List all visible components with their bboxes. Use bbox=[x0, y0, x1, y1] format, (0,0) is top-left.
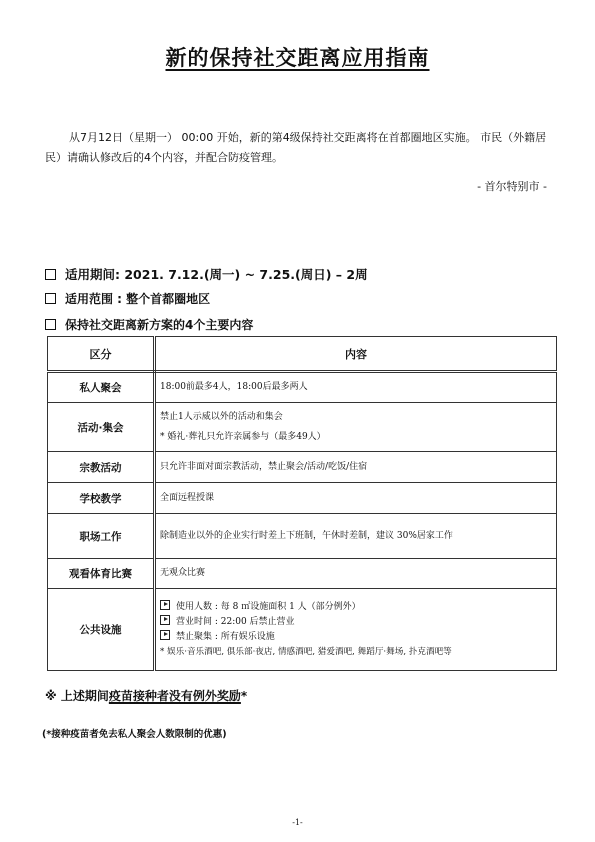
table-row bbox=[48, 514, 557, 559]
row-category: 活动·集会 bbox=[48, 403, 155, 452]
row-content bbox=[155, 452, 557, 483]
row-content bbox=[155, 483, 557, 514]
vaccine-note: ※ 上述期间疫苗接种者没有例外奖励* bbox=[45, 689, 248, 703]
content-line: 无观众比赛 bbox=[160, 568, 206, 578]
row-category: 观看体育比赛 bbox=[48, 559, 155, 589]
content-line: 除制造业以外的企业实行时差上下班制，午休时差制，建议 30%居家工作 bbox=[160, 530, 453, 541]
content-line: 禁止聚集 : 所有娱乐设施 bbox=[160, 630, 552, 645]
content-line: 18:00前最多4人，18:00后最多两人 bbox=[160, 382, 308, 392]
content-line: 禁止1人示威以外的活动和集会 bbox=[160, 411, 283, 422]
play-box-icon bbox=[160, 630, 170, 640]
row-content bbox=[155, 403, 557, 452]
bullet-contents bbox=[45, 316, 253, 333]
content-line: 营业时间 : 22:00 后禁止营业 bbox=[160, 615, 552, 630]
checkbox-square-icon bbox=[45, 269, 56, 280]
signature: - 首尔特别市 - bbox=[477, 180, 547, 193]
page-number: -1- bbox=[292, 818, 303, 827]
header-content: 内容 bbox=[155, 337, 557, 372]
content-line: 全面远程授课 bbox=[160, 492, 215, 503]
content-line: 使用人数 : 每 8 ㎡设施面积 1 人（部分例外） bbox=[160, 600, 552, 615]
period-text: 适用期间: 2021. 7.12.(周一) ~ 7.25.(周日) – 2周 bbox=[65, 267, 368, 282]
content-line: * 娱乐·音乐酒吧, 俱乐部·夜店, 情感酒吧, 猎爱酒吧, 舞蹈厅·舞场, 扑克酒吧等 bbox=[160, 646, 452, 657]
note-underlined: 疫苗接种者没有例外奖励 bbox=[108, 689, 241, 703]
content-line: 只允许非面对面宗教活动，禁止聚会/活动/吃饭/住宿 bbox=[160, 461, 368, 472]
row-category: 私人聚会 bbox=[48, 372, 155, 403]
play-box-icon bbox=[160, 600, 170, 610]
row-category: 学校教学 bbox=[48, 483, 155, 514]
row-content bbox=[155, 514, 557, 559]
bullet-scope bbox=[45, 290, 210, 307]
rules-table bbox=[47, 336, 557, 671]
table-row bbox=[48, 483, 557, 514]
table-row bbox=[48, 589, 557, 671]
table-row bbox=[48, 559, 557, 589]
scope-text: 适用范围 : 整个首都圈地区 bbox=[65, 292, 211, 306]
checkbox-square-icon bbox=[45, 319, 56, 330]
play-box-icon bbox=[160, 615, 170, 625]
row-content bbox=[155, 589, 557, 671]
bullet-period bbox=[45, 265, 368, 283]
table-row bbox=[48, 372, 557, 403]
content-line: * 婚礼·葬礼只允许亲属参与（最多49人） bbox=[160, 431, 326, 442]
intro-paragraph: 从7月12日（星期一） 00:00 开始，新的第4级保持社交距离将在首都圈地区实施。 市民（外籍居民）请确认修改后的4个内容，并配合防疫管理。 bbox=[45, 131, 547, 164]
checkbox-square-icon bbox=[45, 293, 56, 304]
page-title: 新的保持社交距离应用指南 bbox=[165, 46, 430, 70]
table-row bbox=[48, 452, 557, 483]
row-category: 宗教活动 bbox=[48, 452, 155, 483]
row-category: 职场工作 bbox=[48, 514, 155, 559]
vaccine-subnote: (*接种疫苗者免去私人聚会人数限制的优惠) bbox=[42, 729, 227, 740]
row-content bbox=[155, 559, 557, 589]
table-header-row bbox=[48, 337, 557, 372]
header-category: 区分 bbox=[48, 337, 155, 372]
contents-text: 保持社交距离新方案的4个主要内容 bbox=[65, 318, 254, 332]
row-content bbox=[155, 372, 557, 403]
row-category: 公共设施 bbox=[48, 589, 155, 671]
table-row bbox=[48, 403, 557, 452]
